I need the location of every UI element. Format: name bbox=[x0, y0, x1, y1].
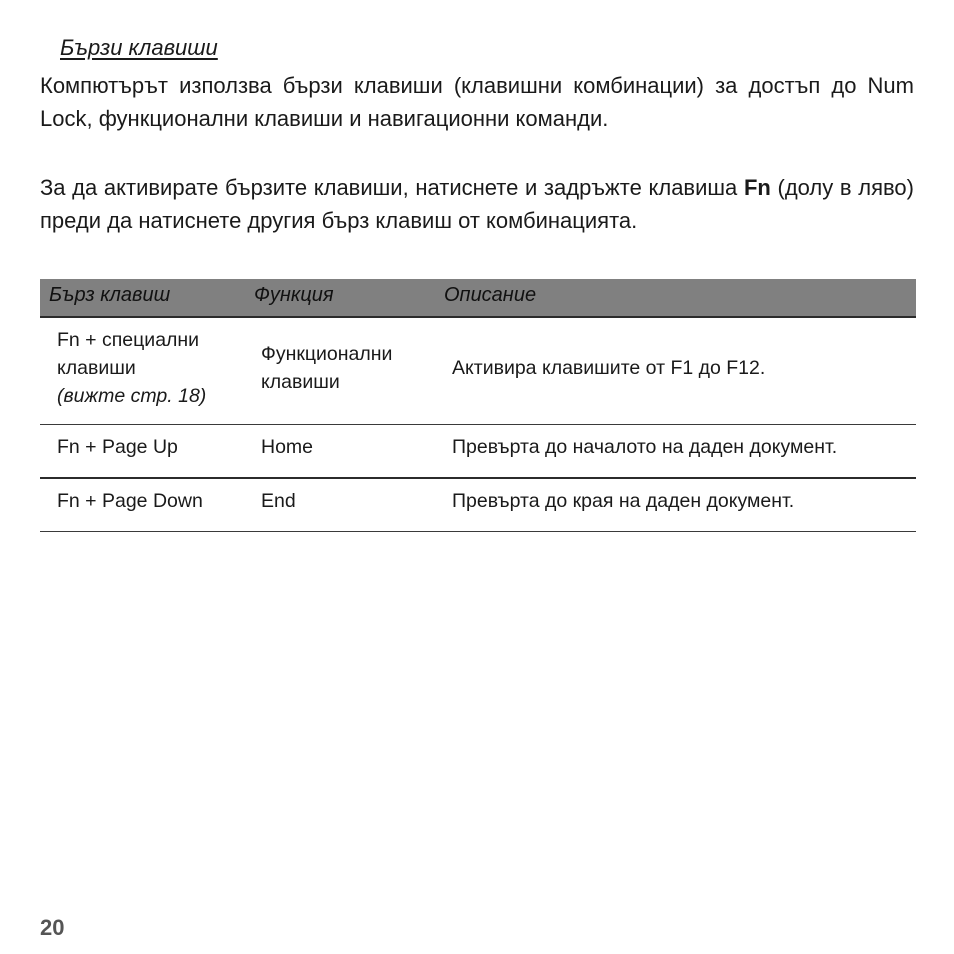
function-cell bbox=[261, 340, 392, 396]
hotkey-line: Fn + специални bbox=[57, 329, 200, 351]
function-line: Функционални bbox=[261, 343, 393, 365]
instruction-text-after: (долу в ляво) преди да натиснете другия бърз клавиш от комбинацията. bbox=[40, 175, 914, 233]
hotkeys-table bbox=[40, 279, 916, 532]
hotkey-line: клавиши bbox=[57, 357, 136, 379]
function-cell: End bbox=[261, 490, 296, 512]
function-line: клавиши bbox=[261, 371, 340, 393]
table-row bbox=[40, 425, 916, 479]
table-row bbox=[40, 318, 916, 425]
hotkey-cell bbox=[57, 326, 206, 410]
page-number: 20 bbox=[40, 915, 65, 940]
description-cell: Превърта до началото на даден документ. bbox=[452, 436, 838, 458]
description-cell: Превърта до края на даден документ. bbox=[452, 490, 795, 512]
header-function: Функция bbox=[254, 284, 334, 306]
header-hotkey: Бърз клавиш bbox=[49, 284, 171, 306]
header-description: Описание bbox=[444, 284, 537, 306]
hotkey-cell: Fn + Page Up bbox=[57, 436, 178, 458]
description-cell: Активира клавишите от F1 до F12. bbox=[452, 357, 766, 379]
table-header bbox=[40, 279, 916, 318]
table-row bbox=[40, 479, 916, 532]
section-title: Бързи клавиши bbox=[60, 35, 218, 60]
instruction-paragraph bbox=[40, 172, 914, 237]
function-cell: Home bbox=[261, 436, 314, 458]
intro-paragraph: Компютърът използва бързи клавиши (клавишни комбинации) за достъп до Num Lock, функционални клавиши и навигационни команди. bbox=[40, 73, 914, 131]
hotkey-cell: Fn + Page Down bbox=[57, 490, 203, 512]
instruction-text-before: За да активирате бързите клавиши, натиснете и задръжте клавиша bbox=[40, 175, 738, 200]
fn-key-label: Fn bbox=[743, 175, 771, 200]
page-reference: (вижте стр. 18) bbox=[57, 385, 207, 407]
